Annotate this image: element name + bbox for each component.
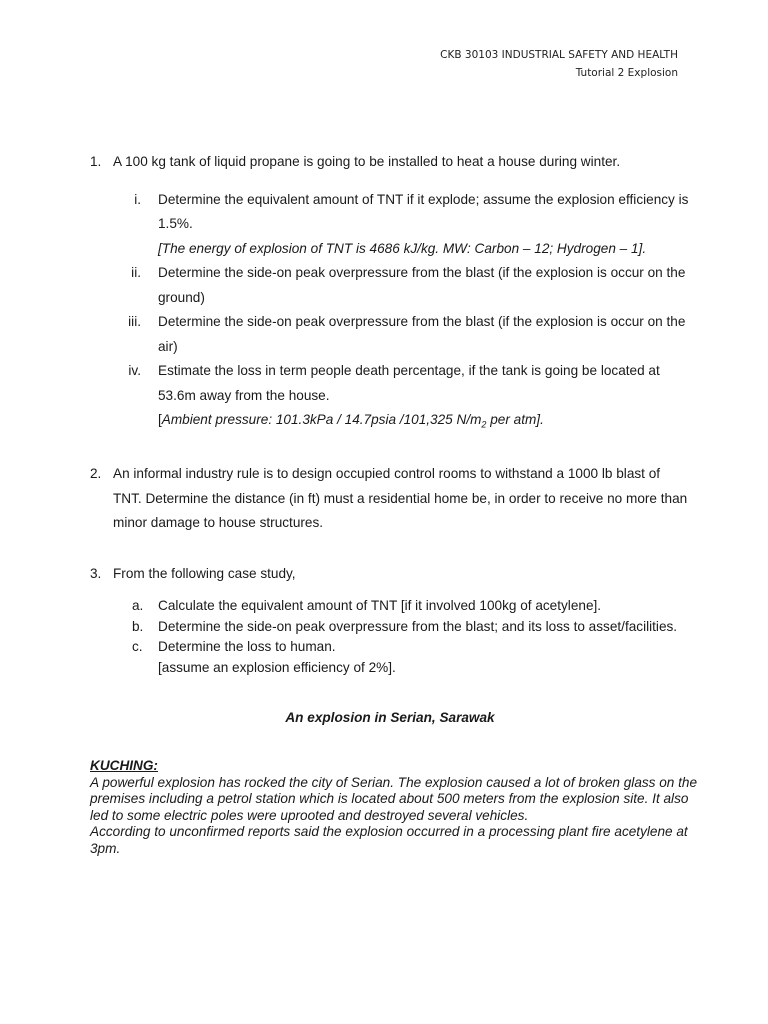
subpart-c [132,637,690,658]
course-title: CKB 30103 INDUSTRIAL SAFETY AND HEALTH [440,49,678,61]
subpart-a [132,596,690,617]
case-study-title: An explosion in Serian, Sarawak [285,710,495,726]
subpart-number: iii. [128,314,141,329]
subpart-i [135,188,690,237]
case-study-location: KUCHING: [90,758,158,774]
subpart-letter: b. [132,618,144,634]
subpart-text: Determine the side-on peak overpressure from the blast (if the explosion is occur on the ground) [158,265,686,305]
subpart-letter: c. [132,639,143,655]
case-study-paragraph-2: According to unconfirmed reports said the explosion occurred in a processing plant fire acetylene at 3pm. [90,824,688,856]
subpart-text: Determine the side-on peak overpressure from the blast (if the explosion is occur on the air) [158,314,686,354]
subpart-iv [128,359,690,408]
subpart-text: Determine the equivalent amount of TNT if it explode; assume the explosion efficiency is 1.5%. [158,191,689,231]
ambient-close: per atm]. [486,412,544,427]
case-study-body [90,758,702,857]
question-number: 2. [90,466,102,482]
ambient-note [135,408,690,437]
subpart-text: Determine the loss to human. [158,639,336,655]
question-2 [90,462,690,536]
question-1 [90,150,690,175]
energy-note: [The energy of explosion of TNT is 4686 kJ/kg. MW: Carbon – 12; Hydrogen – 1]. [158,240,647,256]
question-text: An informal industry rule is to design occupied control rooms to withstand a 1000 lb blast of TNT. Determine the distance (in ft) must a residential home be, in order to receive no more than minor damage to house structures. [113,466,688,531]
subpart-text: Determine the side-on peak overpressure from the blast; and its loss to asset/facilities. [158,618,678,634]
question-3 [90,562,690,587]
question-text: From the following case study, [113,565,296,581]
ambient-open: [ [158,412,162,427]
tutorial-content [90,150,698,857]
assumption-note: [assume an explosion efficiency of 2%]. [158,659,396,675]
subpart-iii [128,310,690,359]
question-text: A 100 kg tank of liquid propane is going to be installed to heat a house during winter. [113,154,621,169]
subpart-number: ii. [131,265,141,280]
tutorial-title: Tutorial 2 Explosion [575,67,678,79]
subpart-text: Calculate the equivalent amount of TNT [if it involved 100kg of acetylene]. [158,598,602,614]
subpart-ii [131,261,690,310]
question-3-subparts [90,596,690,678]
case-study-paragraph-1: A powerful explosion has rocked the city of Serian. The explosion caused a lot of broken glass on the premises including a petrol station which is located about 500 meters from the explosion site. It also led to some electric poles were uprooted and destroyed several vehicles. [90,774,698,823]
ambient-subscript: 2 [481,419,487,430]
subpart-text: Estimate the loss in term people death percentage, if the tank is going be located at 53.6m away from the house. [158,363,660,403]
ambient-text: Ambient pressure: 101.3kPa / 14.7psia /101,325 N/m [161,412,482,427]
question-number: 3. [90,565,102,581]
subpart-number: iv. [128,363,141,378]
page-header [440,46,678,82]
question-1-subparts [90,188,690,438]
subpart-number: i. [134,191,141,207]
subpart-b [132,617,690,638]
question-number: 1. [90,154,102,169]
subpart-letter: a. [132,598,144,614]
